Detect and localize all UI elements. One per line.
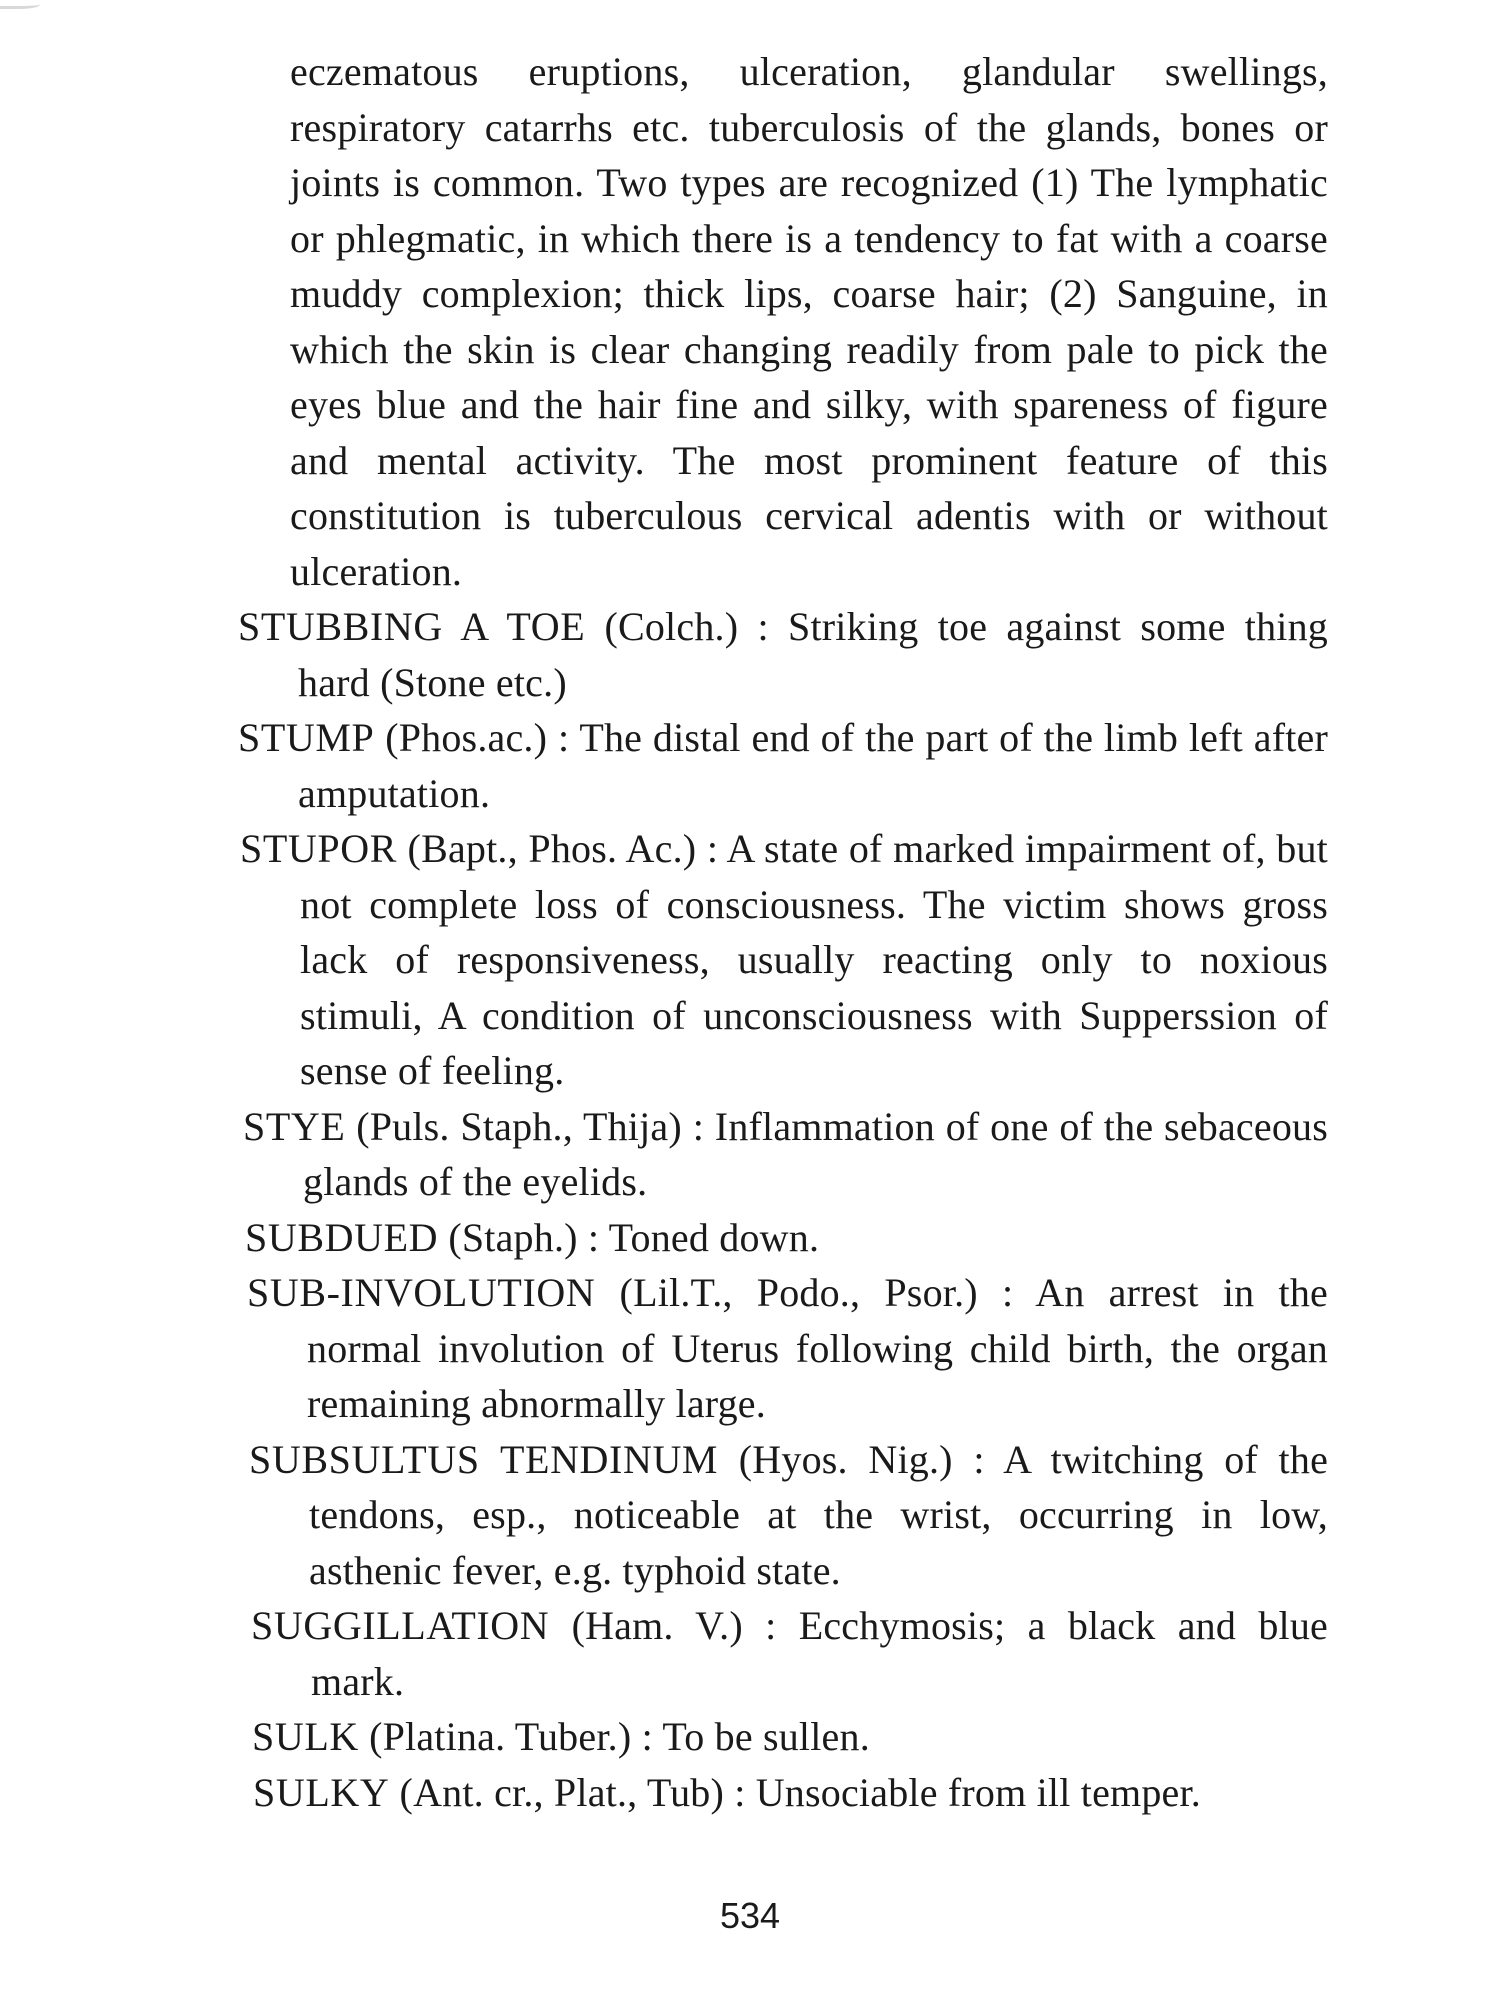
entry-separator: :	[724, 1769, 756, 1815]
entry-separator: :	[738, 604, 788, 649]
glossary-entry	[249, 1432, 1328, 1599]
entry-remedies: (Phos.ac.)	[385, 715, 548, 760]
entry-term: SULK	[252, 1714, 359, 1759]
entry-definition: Striking toe against some thing hard (Stone etc.)	[298, 604, 1328, 705]
entry-term: STUBBING A TOE	[238, 604, 586, 649]
entry-definition: To be sullen.	[662, 1714, 870, 1759]
entry-separator: :	[742, 1603, 799, 1648]
entry-separator: :	[977, 1270, 1036, 1315]
entry-remedies: (Colch.)	[604, 604, 739, 649]
entry-separator: :	[681, 1103, 715, 1149]
glossary-entry	[238, 599, 1328, 710]
entry-definition: An arrest in the normal involution of Uterus following child birth, the organ remaining abnormally large.	[307, 1270, 1329, 1426]
entry-remedies: (Puls. Staph., Thija)	[356, 1103, 682, 1149]
entry-separator: :	[952, 1436, 1004, 1482]
entry-remedies: (Lil.T., Podo., Psor.)	[619, 1270, 978, 1315]
glossary-entry	[252, 1709, 1328, 1765]
entry-remedies: (Ant. cr., Plat., Tub)	[399, 1769, 724, 1815]
entry-remedies: (Bapt., Phos. Ac.)	[407, 826, 697, 871]
entry-definition: A twitching of the tendons, esp., noticeable at the wrist, occurring in low, asthenic fever, e.g. typhoid state.	[309, 1436, 1329, 1593]
entry-term: SUB-INVOLUTION	[247, 1270, 596, 1315]
glossary-entry	[253, 1765, 1328, 1821]
entry-term: SUBSULTUS TENDINUM	[249, 1436, 719, 1482]
entry-remedies: (Staph.)	[448, 1214, 578, 1260]
glossary-text	[238, 44, 1328, 1820]
entry-separator: :	[577, 1214, 609, 1260]
entry-separator: :	[547, 715, 580, 760]
glossary-entry	[240, 821, 1328, 1099]
glossary-entry	[247, 1265, 1328, 1432]
entry-term: SUGGILLATION	[251, 1603, 550, 1648]
entry-term: SULKY	[253, 1769, 390, 1815]
entry-term: SUBDUED	[245, 1214, 439, 1260]
entry-separator: :	[631, 1714, 663, 1759]
page-number: 534	[719, 1895, 781, 1936]
entry-definition: Unsociable from ill temper.	[755, 1769, 1202, 1815]
glossary-entry	[245, 1210, 1328, 1266]
entry-definition: Toned down.	[608, 1214, 820, 1260]
glossary-entry	[238, 710, 1328, 821]
scan-artifact	[0, 0, 40, 9]
entry-separator: :	[696, 826, 727, 871]
glossary-entry	[243, 1099, 1328, 1210]
entry-definition: Ecchymosis; a black and blue mark.	[311, 1603, 1329, 1704]
entry-term: STUPOR	[240, 826, 397, 871]
entry-definition: Inflammation of one of the sebaceous glands of the eyelids.	[303, 1103, 1329, 1204]
entry-remedies: (Ham. V.)	[571, 1603, 743, 1648]
entry-term: STYE	[243, 1103, 346, 1149]
entry-term: STUMP	[238, 715, 375, 760]
entry-definition: A state of marked impairment of, but not complete loss of consciousness. The victim shows gross lack of responsiveness, usually reacting only to noxious stimuli, A condition of unconsciousness with Supperssion of sense of feeling.	[300, 826, 1328, 1093]
glossary-entry	[251, 1598, 1328, 1709]
continued-definition: eczematous eruptions, ulceration, glandular swellings, respiratory catarrhs etc. tuberculosis of the glands, bones or joints is common. Two types are recognized (1) The lymphatic or phlegmatic, in which there is a tendency to fat with a coarse muddy complexion; thick lips, coarse hair; (2) Sanguine, in which the skin is clear changing readily from pale to pick the eyes blue and the hair fine and silky, with spareness of figure and mental activity. The most prominent feature of this constitution is tuberculous cervical adentis with or without ulceration.	[290, 49, 1328, 594]
entry-remedies: (Hyos. Nig.)	[738, 1436, 953, 1482]
entry-definition: The distal end of the part of the limb left after amputation.	[298, 715, 1328, 816]
entry-remedies: (Platina. Tuber.)	[369, 1714, 632, 1759]
